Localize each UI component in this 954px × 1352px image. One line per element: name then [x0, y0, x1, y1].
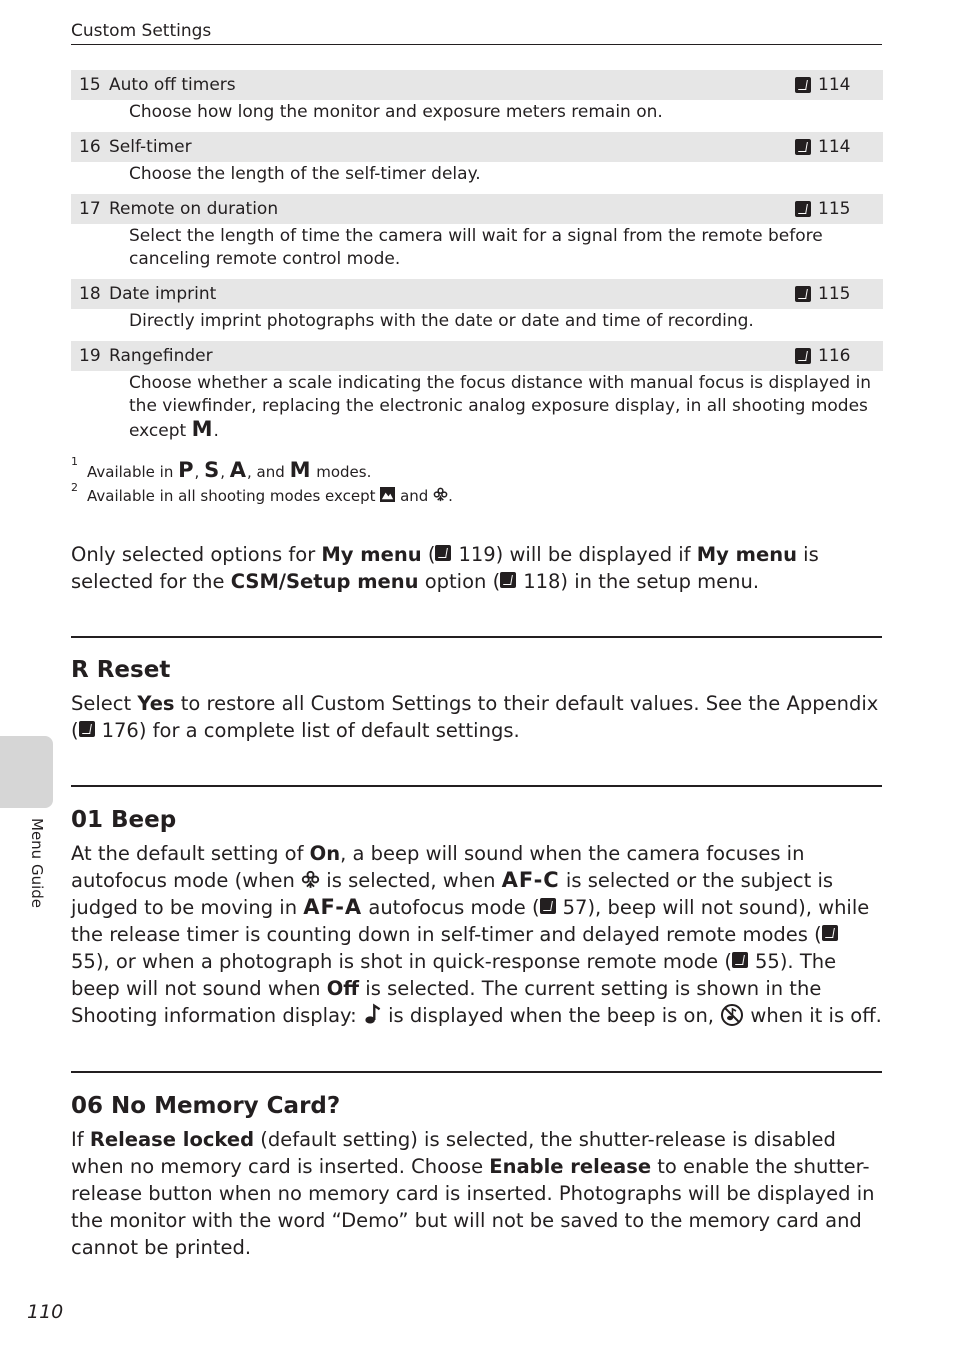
reference-page-icon — [795, 77, 811, 93]
footnote-mark: 2 — [71, 481, 78, 494]
body-text: ), beep will not sound), while the release timer is counting down in self-timer and delayed remote modes ( — [71, 896, 870, 946]
setting-number: 18 — [79, 284, 101, 304]
page-reference[interactable] — [795, 70, 850, 100]
footnote-mark: 1 — [71, 455, 78, 468]
setting-name: Auto off timers — [109, 75, 236, 95]
footnote-text: Available in all shooting modes except — [87, 487, 376, 505]
setting-description: Choose the length of the self-timer delay. — [129, 164, 481, 184]
footnote-text: modes. — [316, 463, 372, 481]
body-text: ). The beep will not sound when — [71, 950, 837, 1000]
footnotes — [71, 455, 883, 508]
reference-page-icon — [795, 348, 811, 364]
body-bold: Yes — [137, 692, 175, 715]
setting-row-header — [71, 279, 883, 309]
manual-mode-glyph: M — [191, 417, 214, 441]
header-rule — [71, 44, 882, 45]
mode-m-glyph: M — [289, 458, 312, 482]
body-bold: Release locked — [89, 1128, 255, 1151]
page-ref-number: 115 — [818, 199, 851, 219]
page-ref-number[interactable]: 118 — [523, 570, 561, 593]
note-text: ) will be displayed if — [495, 543, 697, 566]
section-divider — [71, 1071, 882, 1073]
setting-description: Choose whether a scale indicating the focus distance with manual focus is displayed in the viewfinder, replacing the electronic analog exposure display, in all shooting modes except M. — [129, 373, 872, 441]
note-text: is selected for the — [71, 543, 819, 593]
reference-page-icon — [79, 721, 95, 737]
body-text: is selected. The current setting is shown in the Shooting information display: — [71, 977, 822, 1027]
page-ref-number[interactable]: 119 — [458, 543, 496, 566]
footnote-1: 1 Available in P, S, A, and M modes. — [71, 458, 883, 484]
page-reference[interactable] — [795, 341, 850, 371]
reference-page-icon — [540, 898, 556, 914]
section-title-memory-card: 06 No Memory Card? — [71, 1093, 341, 1119]
beep-off-icon — [720, 1003, 744, 1027]
setting-description: Choose how long the monitor and exposure meters remain on. — [129, 102, 663, 122]
body-bold: On — [309, 842, 341, 865]
page-ref-number[interactable]: 57 — [562, 896, 588, 919]
body-text: is displayed when the beep is on, — [381, 1004, 721, 1027]
my-menu-note — [71, 541, 883, 595]
setting-description: Select the length of time the camera will wait for a signal from the remote before canceling remote control mode. — [129, 226, 823, 269]
setting-number: 16 — [79, 137, 101, 157]
page-ref-number: 116 — [818, 346, 851, 366]
footnote-text: and — [400, 487, 429, 505]
note-bold: My menu — [321, 543, 422, 566]
footnote-2: 2 Available in all shooting modes except and . — [71, 484, 883, 508]
af-c-glyph: AF-C — [501, 868, 560, 892]
footnote-text: Available in — [87, 463, 174, 481]
reference-page-icon — [795, 139, 811, 155]
body-text: when it is off. — [744, 1004, 882, 1027]
af-a-glyph: AF-A — [303, 895, 363, 919]
body-bold: Off — [326, 977, 360, 1000]
page-ref-number[interactable]: 176 — [101, 719, 139, 742]
close-up-mode-icon — [433, 487, 448, 502]
setting-row-header — [71, 341, 883, 371]
section-divider — [71, 636, 882, 638]
close-up-mode-icon — [301, 870, 320, 889]
body-text: ), or when a photograph is shot in quick-response remote mode ( — [95, 950, 732, 973]
running-header: Custom Settings — [71, 21, 212, 41]
beep-on-icon — [363, 1003, 382, 1025]
auto-scene-icon — [380, 487, 395, 502]
body-text: is selected, when — [320, 869, 502, 892]
body-text: If — [71, 1128, 90, 1151]
mode-s-glyph: S — [204, 458, 221, 482]
setting-name: Rangefinder — [109, 346, 213, 366]
note-bold: My menu — [696, 543, 797, 566]
setting-row-header — [71, 194, 883, 224]
body-text: (default setting) is selected, the shutter-release is disabled when no memory card is inserted. Choose — [71, 1128, 836, 1178]
mode-a-glyph: A — [229, 458, 248, 482]
note-text: option ( — [418, 570, 501, 593]
page-number: 110 — [27, 1301, 64, 1323]
setting-row-header — [71, 132, 883, 162]
setting-description-text: Choose whether a scale indicating the focus distance with manual focus is displayed in the viewfinder, replacing the electronic analog exposure display, in all shooting modes except — [129, 373, 872, 441]
reference-page-icon — [795, 286, 811, 302]
memory-card-description — [71, 1126, 883, 1261]
page-reference[interactable] — [795, 132, 850, 162]
setting-name: Remote on duration — [109, 199, 279, 219]
body-bold: Enable release — [489, 1155, 652, 1178]
reference-page-icon — [500, 572, 516, 588]
reference-page-icon — [795, 201, 811, 217]
page-ref-number[interactable]: 55 — [71, 950, 96, 973]
setting-number: 19 — [79, 346, 101, 366]
page-reference[interactable] — [795, 194, 850, 224]
setting-number: 15 — [79, 75, 101, 95]
note-text: Only selected options for — [71, 543, 322, 566]
page-reference[interactable] — [795, 279, 850, 309]
footnote-text: , and — [247, 463, 285, 481]
reference-page-icon — [822, 925, 838, 941]
reference-page-icon — [732, 952, 748, 968]
page-ref-number: 114 — [818, 137, 851, 157]
page-ref-number: 114 — [818, 75, 851, 95]
body-text: to enable the shutter-release button when no memory card is inserted. Photographs will be displayed in the monitor with the word “Demo” but will not be saved to the memory card and cannot be printed. — [71, 1155, 875, 1259]
settings-table — [71, 70, 883, 451]
section-title-reset: R Reset — [71, 657, 171, 683]
mode-p-glyph: P — [178, 458, 195, 482]
setting-row-header — [71, 70, 883, 100]
note-text: ( — [421, 543, 436, 566]
note-bold: CSM/Setup menu — [230, 570, 419, 593]
beep-description — [71, 840, 883, 1029]
body-text: , a beep will sound when the camera focuses in autofocus mode (when — [71, 842, 805, 892]
body-text: is selected or the subject is judged to be moving in — [71, 869, 834, 919]
note-text: ) in the setup menu. — [560, 570, 760, 593]
page-ref-number: 115 — [818, 284, 851, 304]
page-ref-number[interactable]: 55 — [755, 950, 780, 973]
section-divider — [71, 785, 882, 787]
body-text: ) for a complete list of default settings. — [138, 719, 520, 742]
chapter-tab-label: Menu Guide — [28, 818, 46, 908]
chapter-tab[interactable] — [0, 736, 53, 808]
reference-page-icon — [435, 545, 451, 561]
body-text: to restore all Custom Settings to their default values. See the Appendix ( — [71, 692, 879, 742]
setting-number: 17 — [79, 199, 101, 219]
setting-name: Date imprint — [109, 284, 217, 304]
reset-description — [71, 690, 883, 744]
setting-name: Self-timer — [109, 137, 192, 157]
setting-description: Directly imprint photographs with the date or date and time of recording. — [129, 311, 754, 331]
body-text: autofocus mode ( — [362, 896, 540, 919]
body-text: At the default setting of — [71, 842, 310, 865]
body-text: Select — [71, 692, 138, 715]
section-title-beep: 01 Beep — [71, 807, 177, 833]
